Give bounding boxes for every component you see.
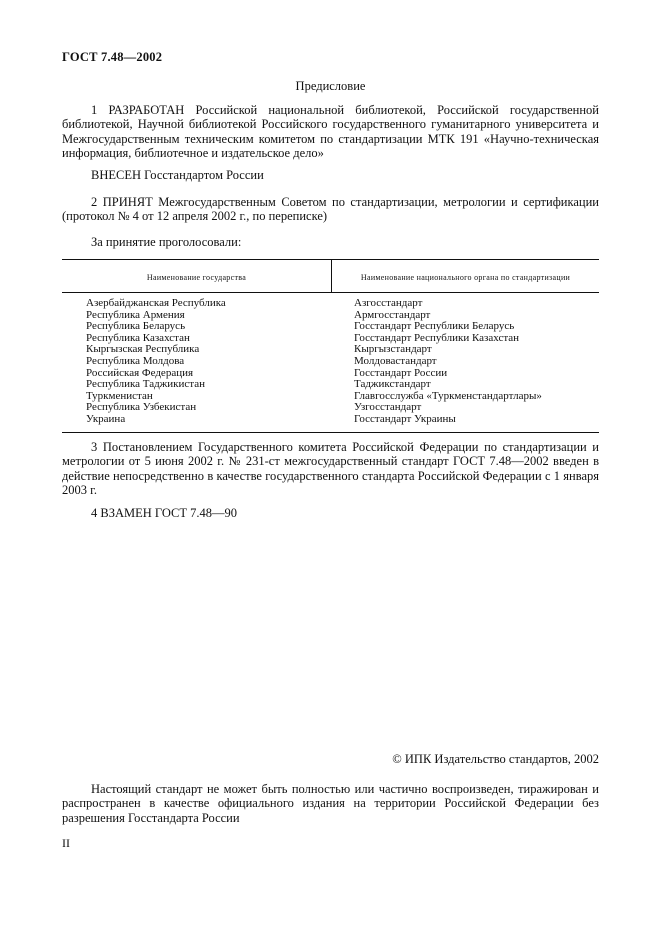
table-cell-standards-body: Армгосстандарт	[354, 308, 431, 321]
table-cell-state: Украина	[86, 412, 126, 425]
voting-table	[62, 259, 599, 433]
table-cell-standards-body: Молдовастандарт	[354, 354, 437, 367]
table-column-states	[86, 298, 226, 426]
table-cell-standards-body: Госстандарт Республики Казахстан	[354, 331, 520, 344]
table-cell-standards-body: Кыргызстандарт	[354, 343, 432, 356]
table-cell-state: Республика Молдова	[86, 354, 185, 367]
table-cell-state: Республика Беларусь	[86, 320, 186, 333]
table-cell-state: Республика Армения	[86, 308, 185, 321]
table-cell-state: Азербайджанская Республика	[86, 297, 226, 309]
table-header-standards-body: Наименование национального органа по стандартизации	[360, 273, 571, 282]
table-cell-standards-body: Госстандарт Украины	[354, 412, 456, 425]
table-cell-state: Российская Федерация	[86, 366, 194, 379]
table-header-rule	[62, 292, 599, 293]
table-cell-standards-body: Госстандарт Республики Беларусь	[354, 320, 515, 333]
table-cell-standards-body: Азгосстандарт	[354, 297, 423, 309]
table-header-state: Наименование государства	[146, 273, 247, 282]
copyright-line: © ИПК Издательство стандартов, 2002	[392, 752, 599, 766]
table-cell-state: Республика Узбекистан	[86, 401, 197, 414]
table-cell-standards-body: Таджикстандарт	[354, 378, 431, 391]
table-cell-standards-body: Главгосслужба «Туркменстандартлары»	[354, 389, 542, 402]
paragraph-decree: 3 Постановлением Государственного комитета Российской Федерации по стандартизации и метрологии от 5 июня 2002 г. № 231-ст межгосударственный стандарт ГОСТ 7.48—2002 введен в действие непосредственно в качестве государственного стандарта Российской Федерации с 1 января 2003 г.	[62, 440, 599, 497]
table-cell-standards-body: Узгосстандарт	[354, 401, 422, 414]
table-cell-state: Республика Казахстан	[86, 331, 190, 344]
paragraph-adopted: 2 ПРИНЯТ Межгосударственным Советом по стандартизации, метрологии и сертификации (протокол № 4 от 12 апреля 2002 г., по переписке)	[62, 195, 599, 224]
table-cell-standards-body: Госстандарт России	[354, 366, 448, 379]
paragraph-voted-for: За принятие проголосовали:	[91, 235, 242, 249]
table-column-standards-bodies	[354, 298, 542, 426]
paragraph-developed-by: 1 РАЗРАБОТАН Российской национальной библиотекой, Российской государственной библиотекой, Научной библиотекой Российского государственного гуманитарного университета и Межгосударственным техническим комитетом по стандартизации МТК 191 «Научно-техническая информация, библиотечное и издательское дело»	[62, 103, 599, 160]
document-code-header: ГОСТ 7.48—2002	[62, 50, 163, 64]
section-title: Предисловие	[295, 79, 366, 93]
reproduction-notice: Настоящий стандарт не может быть полностью или частично воспроизведен, тиражирован и распространен в качестве официального издания на территории Российской Федерации без разрешения Госстандарта России	[62, 782, 599, 825]
page-number: II	[62, 836, 70, 850]
paragraph-introduced-by: ВНЕСЕН Госстандартом России	[91, 168, 264, 182]
table-cell-state: Республика Таджикистан	[86, 378, 205, 391]
table-cell-state: Кыргызская Республика	[86, 343, 200, 356]
paragraph-replaces: 4 ВЗАМЕН ГОСТ 7.48—90	[91, 506, 237, 520]
table-cell-state: Туркменистан	[86, 389, 153, 402]
